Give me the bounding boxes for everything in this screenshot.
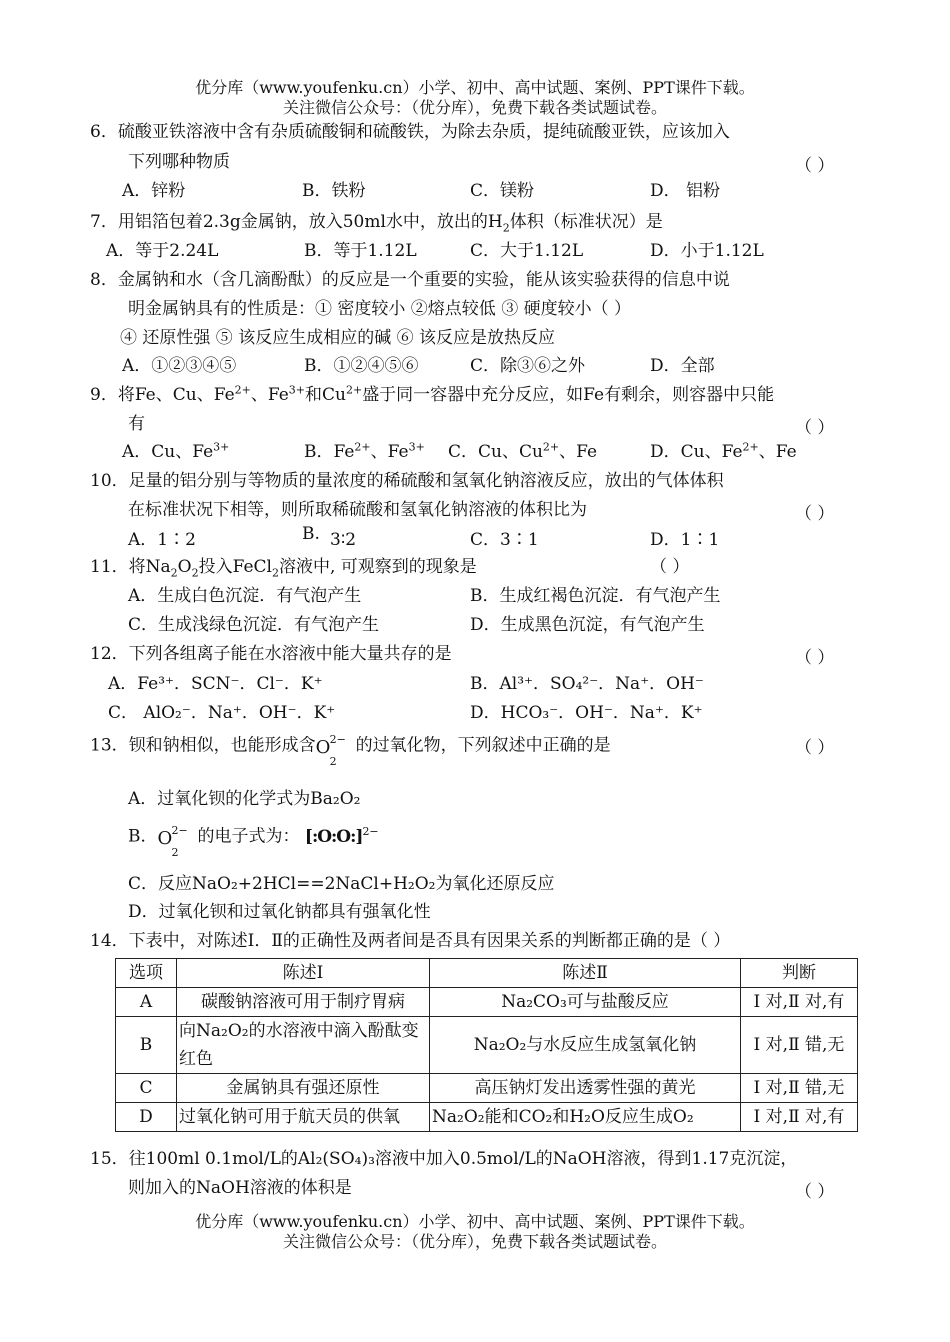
q15-stem-line2: 则加入的NaOH溶液的体积是 xyxy=(128,1178,352,1198)
q11-option-c: C．生成浅绿色沉淀．有气泡产生 xyxy=(128,615,380,635)
q8-stem-line1: 8．金属钠和水（含几滴酚酞）的反应是一个重要的实验，能从该实验获得的信息中说 xyxy=(90,270,730,290)
q12-answer-blank: （ ） xyxy=(795,648,835,668)
table-cell: Na₂O₂与水反应生成氢氧化钠 xyxy=(430,1017,741,1074)
table-cell: Ⅰ 对,Ⅱ 对,有 xyxy=(741,1103,858,1132)
q10-option-b: 3∶2 xyxy=(330,530,357,550)
q6-option-d: D． 铝粉 xyxy=(650,181,721,201)
table-header: 选项 xyxy=(116,959,177,988)
q6-stem-line2: 下列哪种物质 xyxy=(128,152,230,172)
q6-option-b: B．铁粉 xyxy=(302,181,366,201)
table-row xyxy=(116,1074,858,1103)
q13-answer-blank: （ ） xyxy=(795,738,835,758)
header-line-1: 优分库（www.youfenku.cn）小学、初中、高中试题、案例、PPT课件下载。 xyxy=(195,78,755,97)
q7-option-a: A．等于2.24L xyxy=(106,241,219,261)
q8-stem-line3: ④ 还原性强 ⑤ 该反应生成相应的碱 ⑥ 该反应是放热反应 xyxy=(120,328,556,348)
q9-stem-line1: 9．将Fe、Cu、$Fe^{2+}$、$Fe^{3+}$和$Cu^{2+}$盛于同一容器中充分反应，如Fe有剩余，则容器中只能 xyxy=(90,383,775,405)
peroxide-ion-formula-b: O 2− 2 xyxy=(157,824,188,859)
q15-answer-blank: （ ） xyxy=(795,1182,835,1202)
q13-option-b: B． O 2− 2 的电子式为： [:O:O:]$^{2-}$ xyxy=(128,824,379,859)
q10-option-a: A．1∶2 xyxy=(128,530,196,550)
q10-option-b-letter: B. xyxy=(302,524,320,544)
table-cell: Ⅰ 对,Ⅱ 对,有 xyxy=(741,988,858,1017)
table-cell: 高压钠灯发出透雾性强的黄光 xyxy=(430,1074,741,1103)
q11-answer-blank: （ ） xyxy=(650,557,690,577)
q8-stem-line2: 明金属钠具有的性质是：① 密度较小 ②熔点较低 ③ 硬度较小（ ） xyxy=(128,299,632,319)
q13-option-d: D．过氧化钡和过氧化钠都具有强氧化性 xyxy=(128,902,431,922)
table-header: 陈述Ⅱ xyxy=(430,959,741,988)
header-line-2: 关注微信公众号：（优分库），免费下载各类试题试卷。 xyxy=(282,98,667,117)
q12-stem: 12．下列各组离子能在水溶液中能大量共存的是 xyxy=(90,644,452,664)
q6-stem-line1: 6．硫酸亚铁溶液中含有杂质硫酸铜和硫酸铁，为除去杂质，提纯硫酸亚铁，应该加入 xyxy=(90,122,730,142)
q7-option-c: C．大于1.12L xyxy=(470,241,584,261)
q11-option-a: A．生成白色沉淀．有气泡产生 xyxy=(128,586,362,606)
q10-option-c: C．3∶1 xyxy=(470,530,539,550)
q12-option-a: A．Fe³⁺．SCN⁻．Cl⁻．K⁺ xyxy=(108,674,323,694)
table-cell: A xyxy=(116,988,177,1017)
q7-stem: 7．用铝箔包着2.3g金属钠，放入50ml水中，放出的$H_2$体积（标准状况）是 xyxy=(90,212,663,235)
table-header-row xyxy=(116,959,858,988)
q6-option-c: C．镁粉 xyxy=(470,181,535,201)
q10-answer-blank: （ ） xyxy=(795,504,835,524)
q12-option-b: B．Al³⁺．SO₄²⁻．Na⁺．OH⁻ xyxy=(470,674,704,694)
q9-answer-blank: （ ） xyxy=(795,418,835,438)
q15-stem-line1: 15．往100ml 0.1mol/L的Al₂(SO₄)₃溶液中加入0.5mol/L的NaOH溶液，得到1.17克沉淀， xyxy=(90,1149,798,1169)
q6-answer-blank: （ ） xyxy=(795,156,835,176)
table-cell: B xyxy=(116,1017,177,1074)
table-cell: 金属钠具有强还原性 xyxy=(177,1074,430,1103)
q7-option-b: B．等于1.12L xyxy=(304,241,417,261)
table-row xyxy=(116,988,858,1017)
q8-option-b: B．①②④⑤⑥ xyxy=(304,356,419,376)
table-header: 陈述Ⅰ xyxy=(177,959,430,988)
q12-option-c: C． AlO₂⁻．Na⁺．OH⁻．K⁺ xyxy=(108,703,336,723)
q10-stem-line2: 在标准状况下相等，则所取稀硫酸和氢氧化钠溶液的体积比为 xyxy=(128,500,587,520)
electron-formula: [:O:O:] xyxy=(304,826,363,847)
q8-option-a: A．①②③④⑤ xyxy=(122,356,237,376)
q7-option-d: D．小于1.12L xyxy=(650,241,764,261)
q10-option-d: D．1∶1 xyxy=(650,530,720,550)
peroxide-ion-formula: O 2− 2 xyxy=(315,733,346,768)
table-cell: D xyxy=(116,1103,177,1132)
table-header: 判断 xyxy=(741,959,858,988)
table-cell: Ⅰ 对,Ⅱ 错,无 xyxy=(741,1017,858,1074)
table-cell: 碳酸钠溶液可用于制疗胃病 xyxy=(177,988,430,1017)
q9-option-b: B．$Fe^{2+}$、$Fe^{3+}$ xyxy=(304,440,425,462)
q13-stem: 13．钡和钠相似，也能形成含 O 2− 2 的过氧化物，下列叙述中正确的是 xyxy=(90,733,611,768)
q14-table xyxy=(115,958,858,1132)
q9-stem-line2: 有 xyxy=(128,414,145,434)
q10-stem-line1: 10．足量的铝分别与等物质的量浓度的稀硫酸和氢氧化钠溶液反应，放出的气体体积 xyxy=(90,471,724,491)
table-row xyxy=(116,1017,858,1074)
q11-stem: 11．将$Na_2O_2$投入FeCl$_2$溶液中, 可观察到的现象是 xyxy=(90,557,477,580)
q9-option-a: A．Cu、$Fe^{3+}$ xyxy=(122,440,230,462)
q9-option-d: D．Cu、$Fe^{2+}$、Fe xyxy=(650,440,797,462)
footer-line-2: 关注微信公众号：（优分库），免费下载各类试题试卷。 xyxy=(282,1232,667,1251)
q13-option-c: C．反应NaO₂+2HCl==2NaCl+H₂O₂为氧化还原反应 xyxy=(128,874,555,894)
table-cell: 过氧化钠可用于航天员的供氧 xyxy=(177,1103,430,1132)
table-cell: C xyxy=(116,1074,177,1103)
q12-option-d: D．HCO₃⁻．OH⁻．Na⁺．K⁺ xyxy=(470,703,703,723)
table-cell: 向Na₂O₂的水溶液中滴入酚酞变红色 xyxy=(177,1017,430,1074)
q6-option-a: A．锌粉 xyxy=(122,181,186,201)
q9-option-c: C．Cu、$Cu^{2+}$、Fe xyxy=(448,440,598,462)
table-cell: Na₂O₂能和CO₂和H₂O反应生成O₂ xyxy=(430,1103,741,1132)
q14-stem: 14．下表中，对陈述Ⅰ．Ⅱ的正确性及两者间是否具有因果关系的判断都正确的是（ ） xyxy=(90,931,731,951)
q11-option-d: D．生成黑色沉淀，有气泡产生 xyxy=(470,615,705,635)
q8-option-d: D．全部 xyxy=(650,356,715,376)
q8-option-c: C．除③⑥之外 xyxy=(470,356,586,376)
table-cell: Ⅰ 对,Ⅱ 错,无 xyxy=(741,1074,858,1103)
q11-option-b: B．生成红褐色沉淀．有气泡产生 xyxy=(470,586,721,606)
q13-option-a: A．过氧化钡的化学式为Ba₂O₂ xyxy=(128,789,361,809)
table-cell: Na₂CO₃可与盐酸反应 xyxy=(430,988,741,1017)
footer-line-1: 优分库（www.youfenku.cn）小学、初中、高中试题、案例、PPT课件下载。 xyxy=(195,1212,755,1231)
table-row xyxy=(116,1103,858,1132)
